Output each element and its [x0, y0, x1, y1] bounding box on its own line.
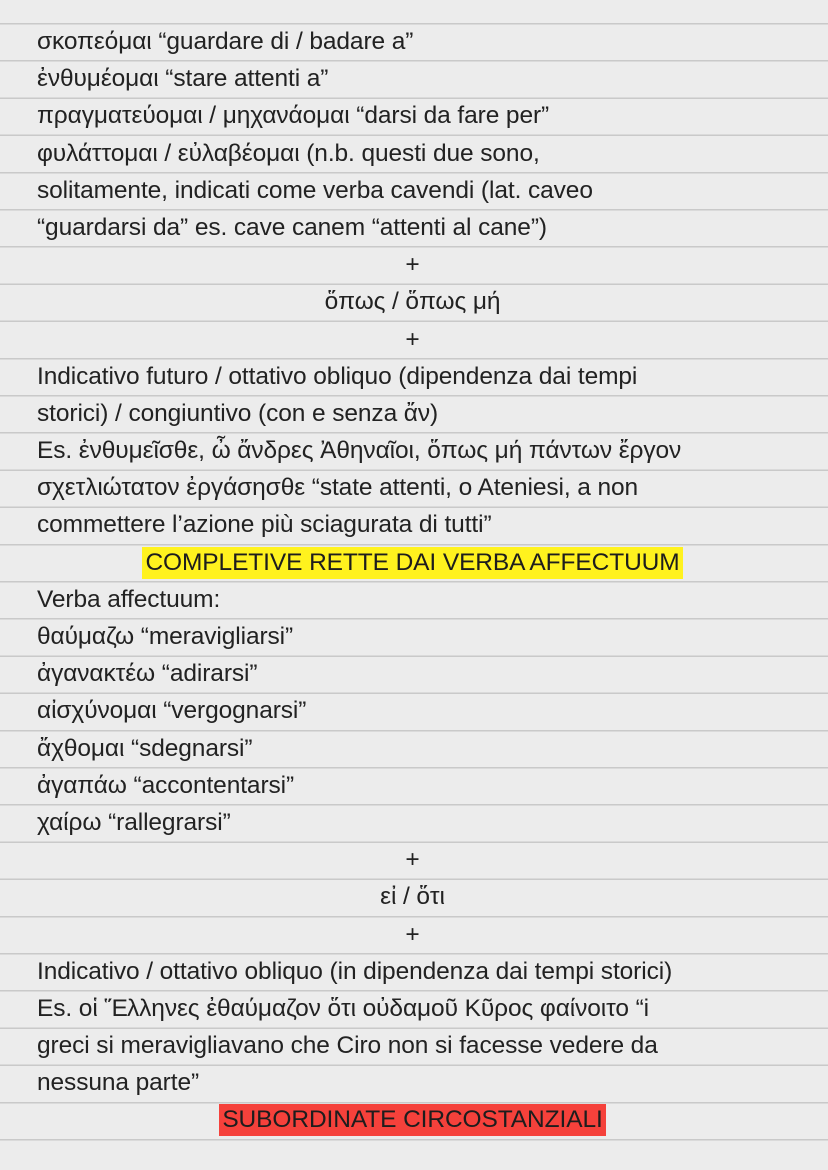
verb-chairo: χαίρω “rallegrarsi” [37, 808, 231, 836]
example-line-greek: Es. ἐνθυμεῖσθε, ὦ ἄνδρες Ἀθηναῖοι, ὅπως μή πάντων ἔργον [37, 437, 682, 465]
section-heading-affectuum [37, 544, 798, 581]
example-line-translation-end: commettere l’azione più sciagurata di tutti” [37, 511, 492, 539]
verb-aischynomai: αἰσχύνομαι “vergognarsi” [37, 697, 307, 725]
text-line-indicativo-ottativo: Indicativo / ottativo obliquo (in dipendenza dai tempi storici) [37, 957, 673, 985]
verb-agapao: ἀγαπάω “accontentarsi” [37, 771, 295, 799]
conjunction-ei-hoti: εἰ / ὅτι [380, 883, 445, 911]
conjunction-hopos: ὅπως / ὅπως μή [324, 288, 501, 316]
text-line-phylattomai: φυλάττομαι / εὐλαβέομαι (n.b. questi due sono, [37, 139, 540, 167]
text-line-congiuntivo: storici) / congiuntivo (con e senza ἄν) [37, 399, 439, 427]
example-line-cyrus-translation: greci si meravigliavano che Ciro non si facesse vedere da [37, 1032, 658, 1060]
highlighted-heading-yellow: COMPLETIVE RETTE DAI VERBA AFFECTUUM [142, 547, 682, 579]
text-line-indicativo-futuro: Indicativo futuro / ottativo obliquo (dipendenza dai tempi [37, 362, 638, 390]
section-heading-circostanziali [37, 1101, 798, 1138]
text-line-enthymeomai: ἐνθυμέομαι “stare attenti a” [37, 65, 329, 93]
text-line-scopeomai: σκοπεόμαι “guardare di / badare a” [37, 28, 414, 55]
text-line-pragmateuomai: πραγματεύομαι / μηχανάομαι “darsi da fare per” [37, 102, 550, 130]
plus-sign: + [405, 251, 420, 279]
verb-aganakteo: ἀγανακτέω “adirarsi” [37, 660, 258, 688]
text-line-cave-canem: “guardarsi da” es. cave canem “attenti al cane”) [37, 213, 547, 241]
plus-sign: + [405, 325, 420, 353]
example-line-translation: σχετλιώτατον ἐργάσησθε “state attenti, o Ateniesi, a non [37, 474, 639, 502]
example-line-greek-cyrus: Es. οἱ Ἕλληνες ἐθαύμαζον ὅτι οὐδαμοῦ Κῦρος φαίνοιτο “i [37, 994, 649, 1022]
plus-sign: + [405, 846, 420, 874]
highlighted-heading-red: SUBORDINATE CIRCOSTANZIALI [219, 1104, 605, 1136]
verb-thaumazo: θαύμαζω “meravigliarsi” [37, 623, 294, 650]
verb-achthomai: ἄχθομαι “sdegnarsi” [37, 734, 253, 762]
text-line-verba-affectuum: Verba affectuum: [37, 585, 221, 613]
text-line-verba-cavendi: solitamente, indicati come verba cavendi (lat. caveo [37, 176, 593, 204]
plus-sign: + [405, 920, 420, 948]
example-line-cyrus-translation-end: nessuna parte” [37, 1069, 200, 1097]
